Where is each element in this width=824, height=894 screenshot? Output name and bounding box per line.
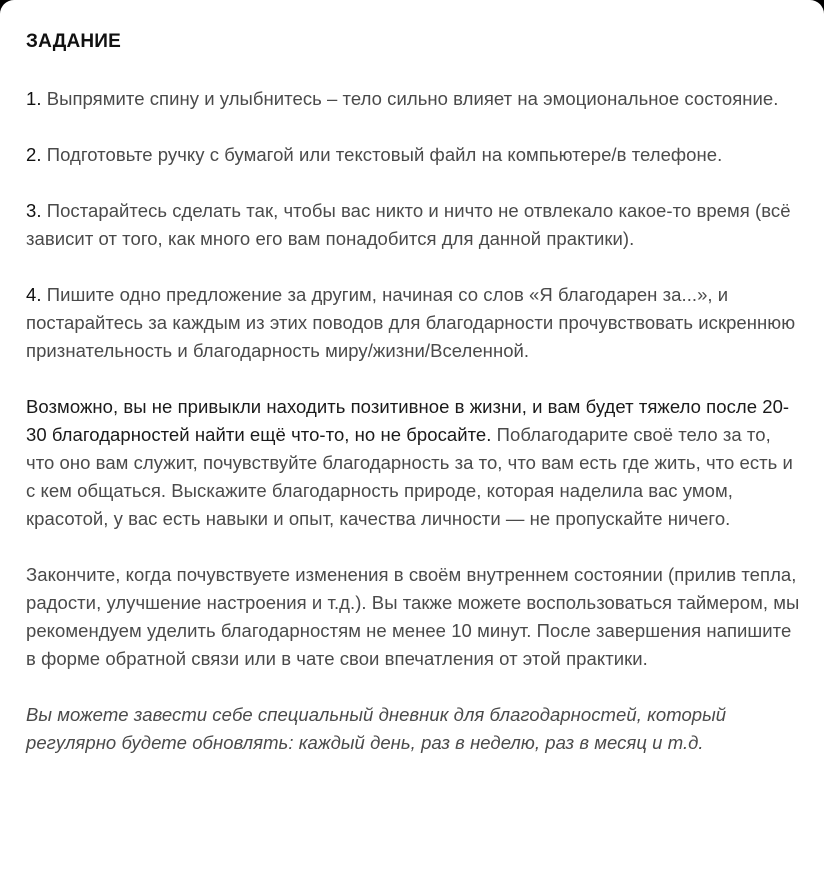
step-number: 4. (26, 284, 42, 305)
encouragement-rest: Поблагодарите своё тело за то, что оно вам служит, почувствуйте благодарность за то, что вам есть где жить, что есть и с кем общаться. Выскажите благодарность природе, которая наделила вас умом, красотой, у вас есть навыки и опыт, качества личности — не пропускайте ничего. (26, 424, 793, 529)
step-4 (26, 281, 804, 365)
finish-paragraph: Закончите, когда почувствуете изменения в своём внутреннем состоянии (прилив тепла, радости, улучшение настроения и т.д.). Вы также можете воспользоваться таймером, мы рекомендуем уделить благодарностям не менее 10 минут. После завершения напишите в форме обратной связи или в чате свои впечатления от этой практики. (26, 564, 800, 669)
step-text: Постарайтесь сделать так, чтобы вас никто и ничто не отвлекало какое-то время (всё зависит от того, как много его вам понадобится для данной практики). (26, 200, 791, 249)
step-text: Выпрямите спину и улыбнитесь – тело сильно влияет на эмоциональное состояние. (41, 88, 779, 109)
task-title: ЗАДАНИЕ (26, 31, 122, 52)
step-3 (26, 197, 804, 253)
step-text: Подготовьте ручку с бумагой или текстовый файл на компьютере/в телефоне. (41, 144, 723, 165)
step-text: Пишите одно предложение за другим, начиная со слов «Я благодарен за...», и постарайтесь за каждым из этих поводов для благодарности прочувствовать искреннюю признательность и благодарность миру/жизни/Вселенной. (26, 284, 796, 361)
step-2 (26, 141, 804, 169)
step-number: 3. (26, 200, 42, 221)
encouragement-paragraph (26, 393, 804, 533)
step-number: 1. (26, 88, 42, 109)
encouragement-lead: Возможно, вы не привыкли находить позитивное в жизни, и вам будет тяжело после 20-30 благодарностей найти ещё что-то, но не бросайте. (26, 396, 790, 445)
tip-paragraph: Вы можете завести себе специальный дневник для благодарностей, который регулярно будете обновлять: каждый день, раз в неделю, раз в месяц и т.д. (26, 704, 727, 753)
step-1 (26, 85, 804, 113)
step-number: 2. (26, 144, 42, 165)
